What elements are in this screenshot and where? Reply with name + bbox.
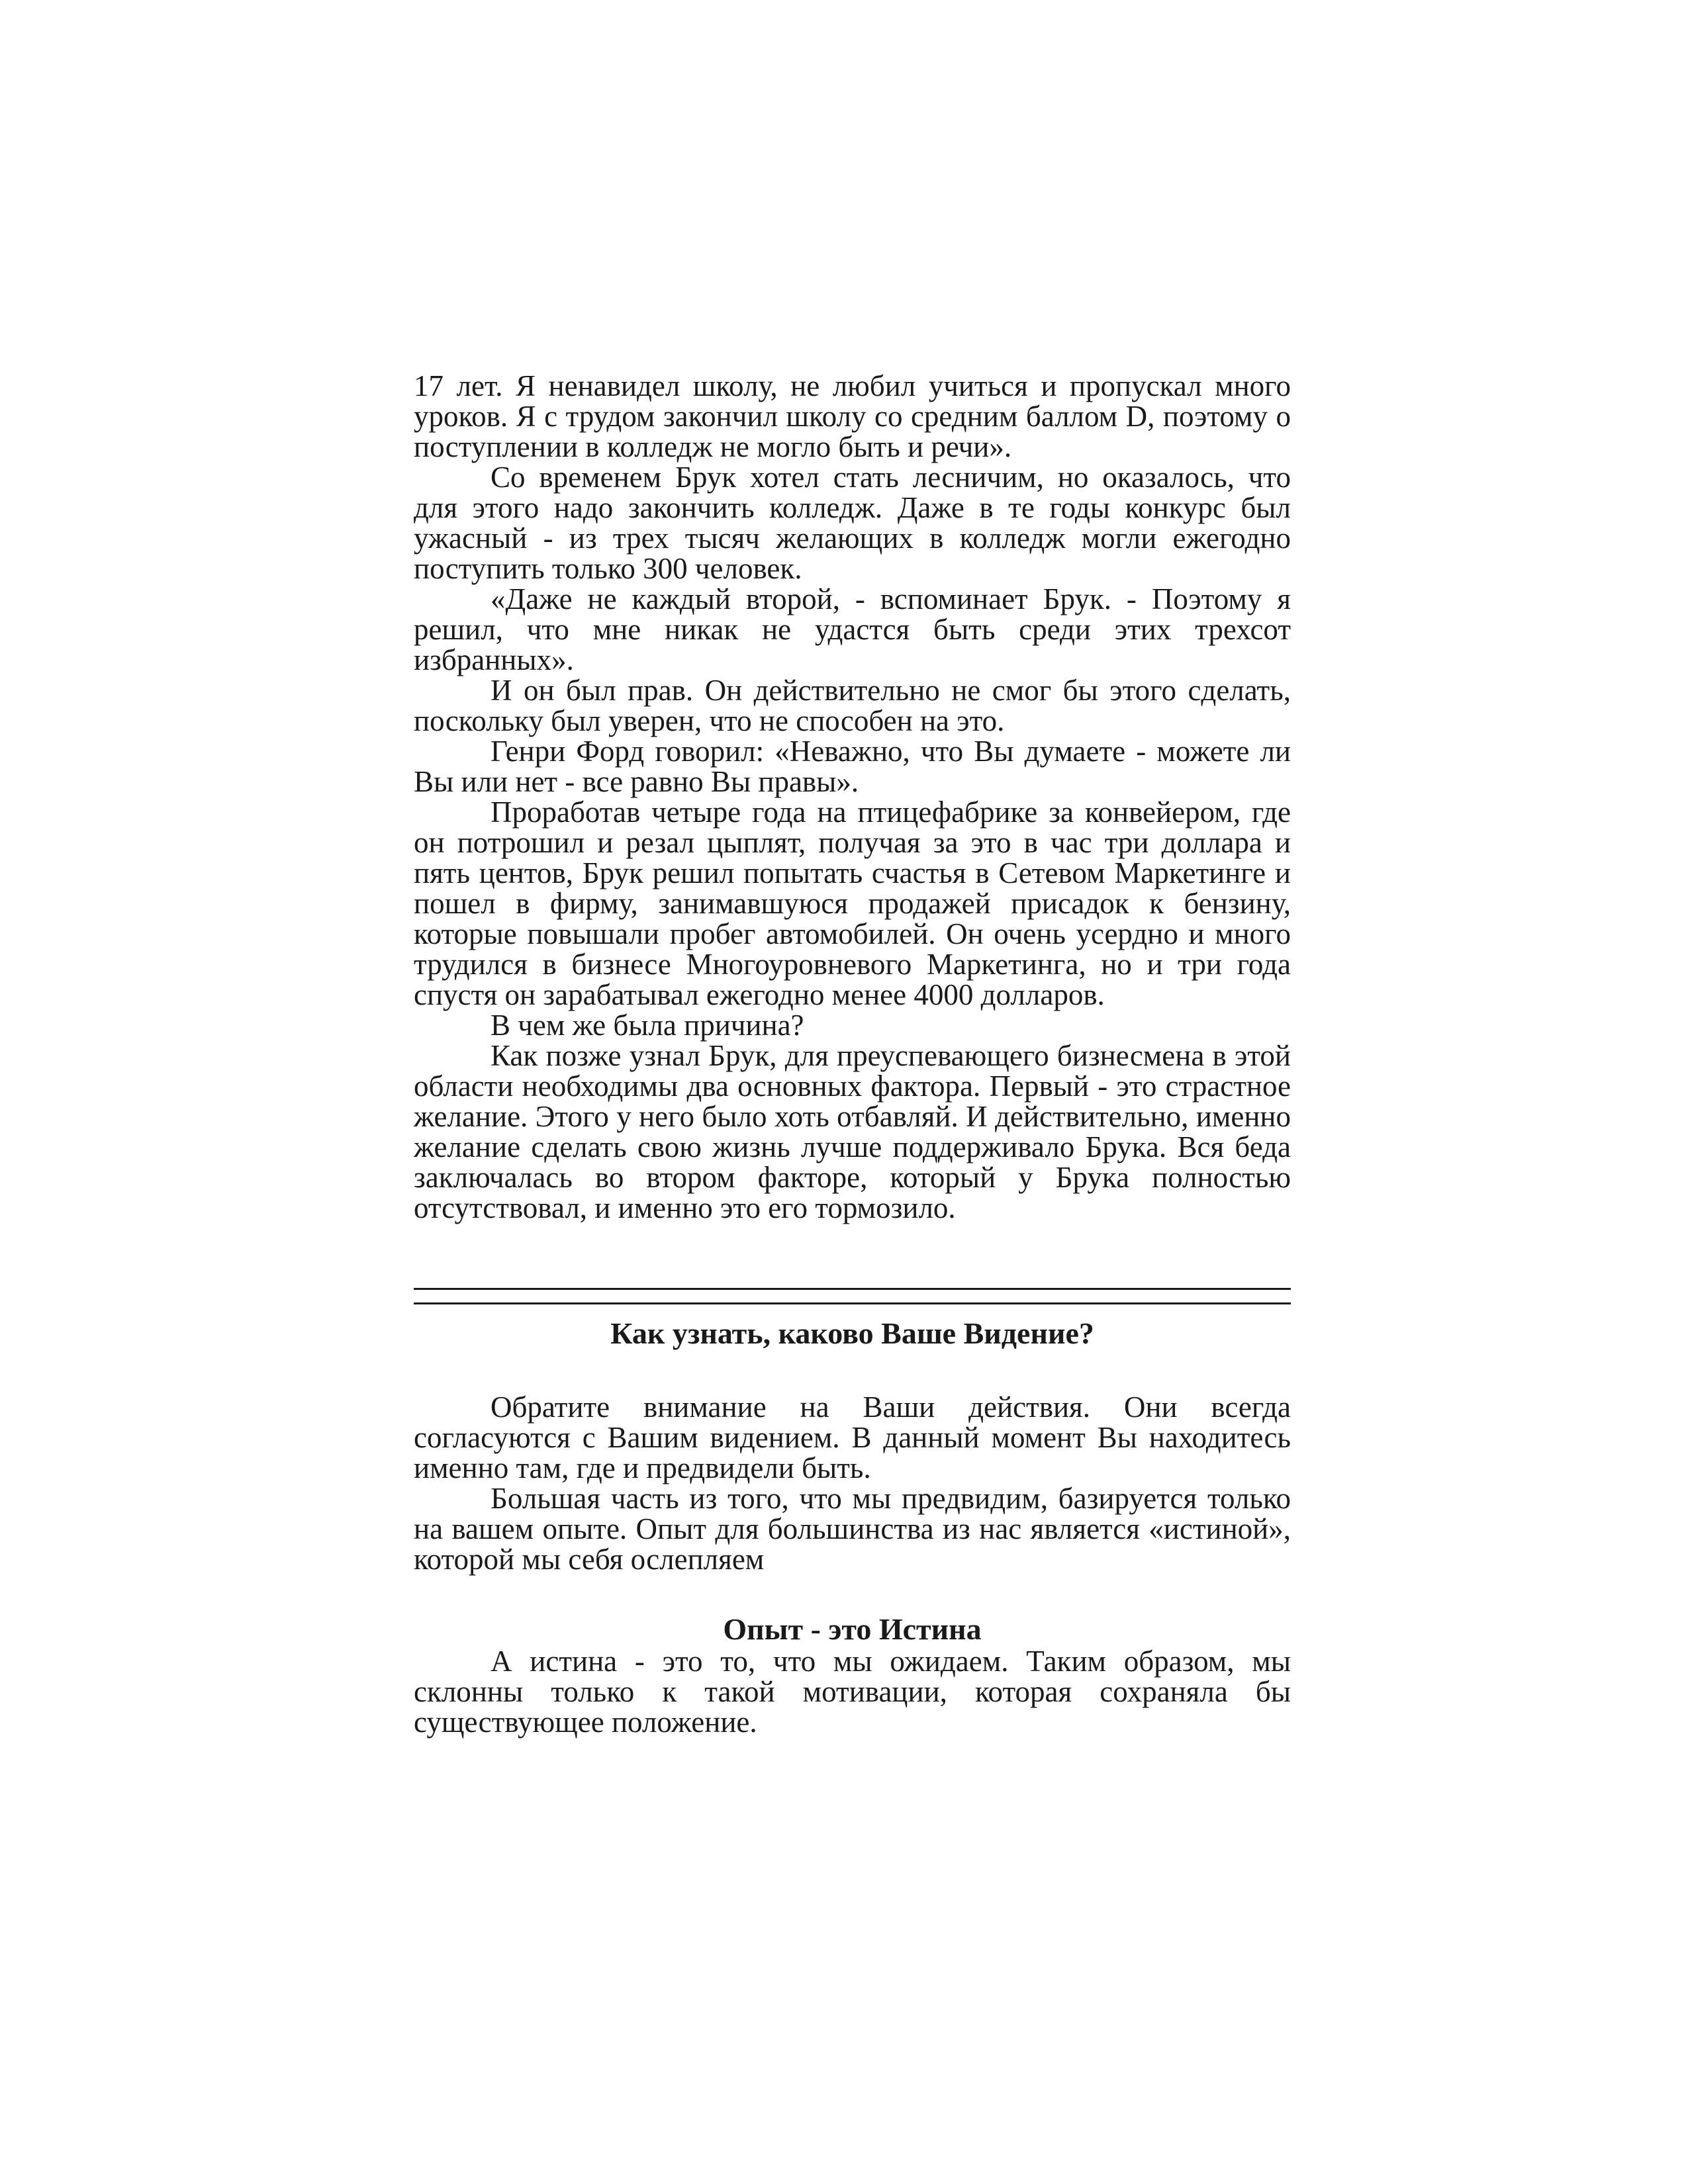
page-content xyxy=(414,371,1291,1737)
double-rule-divider xyxy=(414,1288,1291,1304)
section-paragraph: Обратите внимание на Ваши действия. Они всегда согласуются с Вашим видением. В данный момент Вы находитесь именно там, где и предвидели быть. xyxy=(414,1390,1291,1484)
subsection-paragraph: А истина - это то, что мы ожидаем. Таким образом, мы склонны только к такой мотивации, которая сохраняла бы существующее положение. xyxy=(414,1645,1291,1739)
body-paragraph: Проработав четыре года на птицефабрике за конвейером, где он потрошил и резал цыплят, получая за это в час три доллара и пять центов, Брук решил попытать счастья в Сетевом Маркетинге и пошел в фирму, занимавшуюся продажей присадок к бензину, которые повышали пробег автомобилей. Он очень усердно и много трудился в бизнесе Многоуровневого Маркетинга, но и три года спустя он зарабатывал ежегодно менее 4000 долларов. xyxy=(414,796,1291,1011)
section-body xyxy=(414,1392,1291,1574)
body-paragraph: В чем же была причина? xyxy=(491,1009,804,1042)
body-paragraph: Как позже узнал Брук, для преуспевающего бизнесмена в этой области необходимы два основных фактора. Первый - это страстное желание. Этого у него было хоть отбавляй. И действительно, именно желание сделать свою жизнь лучше поддерживало Брука. Вся беда заключалась во втором факторе, который у Брука полностью отсутствовал, и именно это его тормозило. xyxy=(414,1039,1291,1224)
section-paragraph: Большая часть из того, что мы предвидим, базируется только на вашем опыте. Опыт для большинства из нас является «истиной», которой мы себя ослепляем xyxy=(414,1482,1291,1576)
body-paragraph: «Даже не каждый второй, - вспоминает Брук. - Поэтому я решил, что мне никак не удастся быть среди этих трехсот избранных». xyxy=(414,582,1291,676)
body-paragraph: Генри Форд говорил: «Неважно, что Вы думаете - можете ли Вы или нет - все равно Вы правы». xyxy=(414,735,1291,798)
body-paragraph: И он был прав. Он действительно не смог бы этого сделать, поскольку был уверен, что не способен на это. xyxy=(414,674,1291,737)
body-paragraph: Со временем Брук хотел стать лесничим, но оказалось, что для этого надо закончить колледж. Даже в те годы конкурс был ужасный - из трех тысяч желающих в колледж могли ежегодно поступить только 300 человек. xyxy=(414,461,1291,585)
section-heading: Как узнать, каково Ваше Видение? xyxy=(610,1316,1094,1350)
subsection-heading: Опыт - это Истина xyxy=(723,1612,982,1646)
body-paragraph: 17 лет. Я ненавидел школу, не любил учиться и пропускал много уроков. Я с трудом закончил школу со средним баллом D, поэтому о поступлении в колледж не могло быть и речи». xyxy=(414,369,1291,463)
